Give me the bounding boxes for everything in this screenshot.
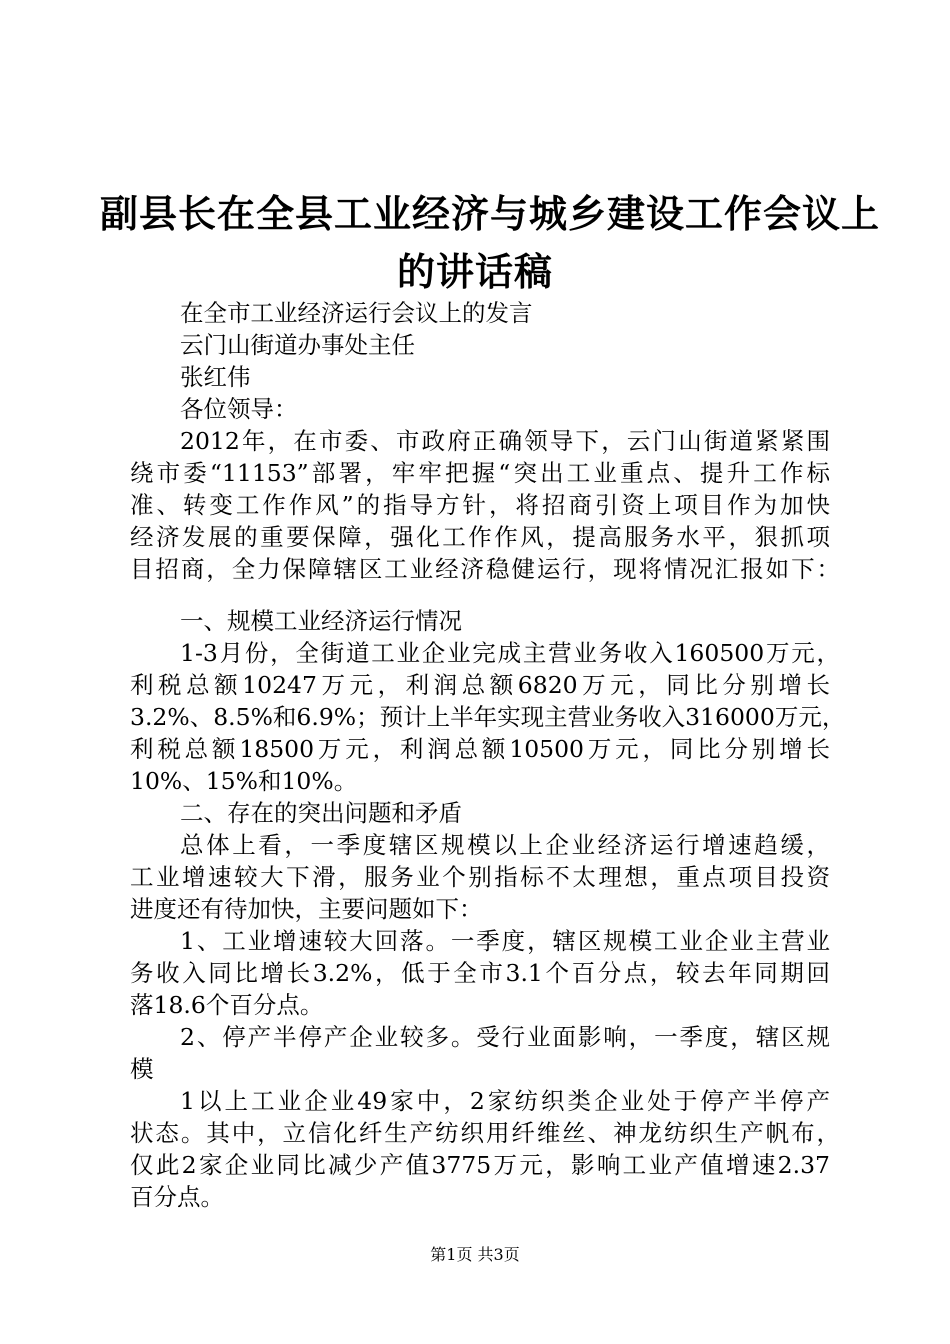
paragraph-line: 目招商，全力保障辖区工业经济稳健运行，现将情况汇报如下： — [130, 555, 840, 583]
paragraph-line: 2012年，在市委、市政府正确领导下，云门山街道紧紧围 — [180, 427, 830, 455]
paragraph-line: 百分点。 — [130, 1183, 224, 1211]
paragraph-line: 利税总额10247万元，利润总额6820万元，同比分别增长 — [130, 671, 830, 699]
paragraph-line: 1以上工业企业49家中，2家纺织类企业处于停产半停产 — [180, 1087, 830, 1115]
salutation: 各位领导： — [180, 395, 298, 423]
paragraph-line: 3.2%、8.5%和6.9%；预计上半年实现主营业务收入316000万元， — [130, 703, 846, 731]
speech-heading: 在全市工业经济运行会议上的发言 — [180, 299, 533, 327]
paragraph-line: 1、工业增速较大回落。一季度，辖区规模工业企业主营业 — [180, 927, 830, 955]
section-heading-1: 一、规模工业经济运行情况 — [180, 607, 462, 635]
document-title-line-2: 的讲话稿 — [396, 249, 553, 294]
paragraph-line: 状态。其中，立信化纤生产纺织用纤维丝、神龙纺织生产帆布， — [130, 1119, 840, 1147]
paragraph-line: 1-3月份，全街道工业企业完成主营业务收入160500万元， — [180, 639, 840, 667]
paragraph-line: 利税总额18500万元，利润总额10500万元，同比分别增长 — [130, 735, 830, 763]
document-title-line-1: 副县长在全县工业经济与城乡建设工作会议上 — [100, 191, 881, 236]
paragraph-line: 务收入同比增长3.2%，低于全市3.1个百分点，较去年同期回 — [130, 959, 830, 987]
paragraph-line: 准、转变工作作风”的指导方针，将招商引资上项目作为加快 — [130, 491, 830, 519]
paragraph-line: 工业增速较大下滑，服务业个别指标不太理想，重点项目投资 — [130, 863, 830, 891]
paragraph-line: 进度还有待加快，主要问题如下： — [130, 895, 483, 923]
speaker-title: 云门山街道办事处主任 — [180, 331, 415, 359]
paragraph-line: 模 — [130, 1055, 154, 1083]
section-heading-2: 二、存在的突出问题和矛盾 — [180, 799, 462, 827]
paragraph-line: 仅此2家企业同比减少产值3775万元，影响工业产值增速2.37 — [130, 1151, 830, 1179]
paragraph-line: 经济发展的重要保障，强化工作作风，提高服务水平，狠抓项 — [130, 523, 830, 551]
paragraph-line: 总体上看，一季度辖区规模以上企业经济运行增速趋缓， — [180, 831, 830, 859]
paragraph-line: 2、停产半停产企业较多。受行业面影响，一季度，辖区规 — [180, 1023, 830, 1051]
speaker-name: 张红伟 — [180, 363, 251, 391]
page-number: 第1页 共3页 — [430, 1245, 520, 1264]
paragraph-line: 10%、15%和10%。 — [130, 767, 358, 795]
paragraph-line: 绕市委“11153”部署，牢牢把握“突出工业重点、提升工作标 — [130, 459, 830, 487]
paragraph-line: 落18.6个百分点。 — [130, 991, 324, 1019]
